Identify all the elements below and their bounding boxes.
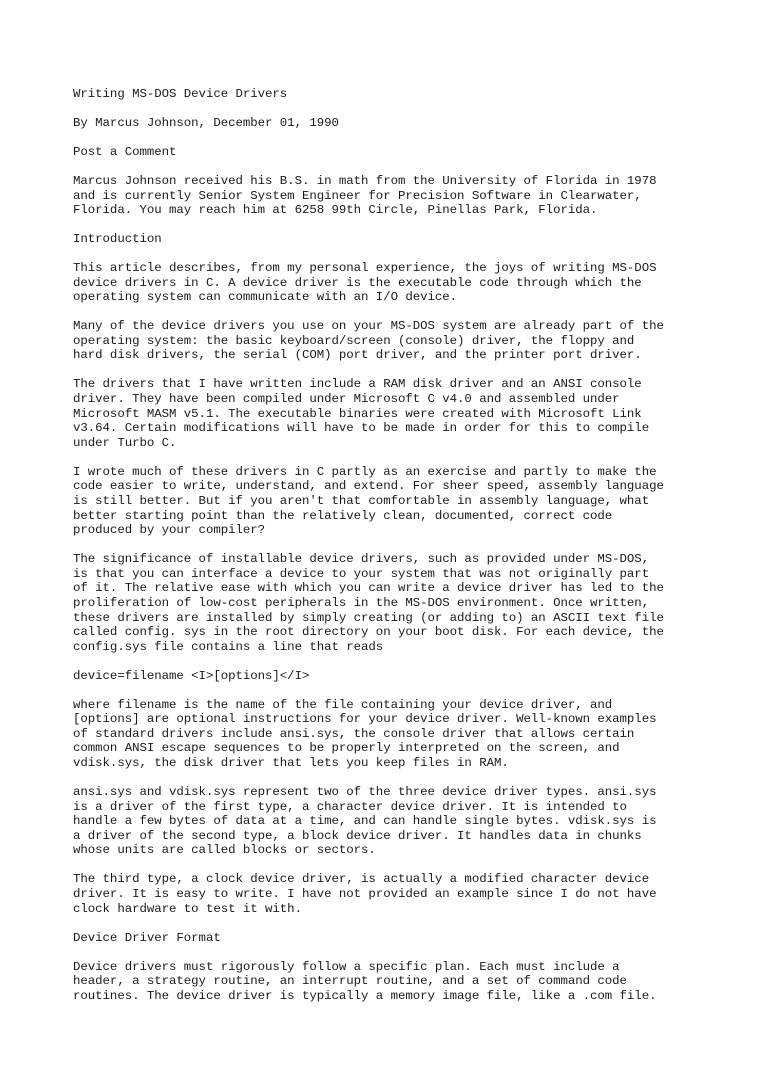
code-example xyxy=(73,669,713,684)
paragraph-line: a driver of the second type, a block device driver. It handles data in chunks xyxy=(73,828,642,843)
paragraph-line: operating system: the basic keyboard/screen (console) driver, the floppy and xyxy=(73,333,635,348)
title-text: Writing MS-DOS Device Drivers xyxy=(73,87,288,101)
paragraph-line: is that you can interface a device to your system that was not originally part xyxy=(73,566,650,581)
paragraph-line: config.sys file contains a line that reads xyxy=(73,639,384,654)
paragraph-line: hard disk drivers, the serial (COM) port driver, and the printer port driver. xyxy=(73,348,642,363)
paragraph-2 xyxy=(73,319,713,363)
code-line: device=filename <I>[options]</I> xyxy=(73,668,310,683)
paragraph-6 xyxy=(73,698,713,771)
heading-text: Introduction xyxy=(73,232,162,247)
author-bio xyxy=(73,174,713,218)
paragraph-line: Device drivers must rigorously follow a specific plan. Each must include a xyxy=(73,959,620,974)
heading-text: Device Driver Format xyxy=(73,930,221,945)
paragraph-line: This article describes, from my personal experience, the joys of writing MS-DOS xyxy=(73,261,657,276)
paragraph-8 xyxy=(73,872,713,916)
paragraph-line: The drivers that I have written include a RAM disk driver and an ANSI console xyxy=(73,377,642,392)
paragraph-4 xyxy=(73,465,713,538)
paragraph-line: common ANSI escape sequences to be properly interpreted on the screen, and xyxy=(73,741,620,756)
heading-device-driver-format xyxy=(73,931,713,946)
paragraph-line: I wrote much of these drivers in C partly as an exercise and partly to make the xyxy=(73,464,657,479)
post-comment-text: Post a Comment xyxy=(73,144,177,159)
bio-line: and is currently Senior System Engineer for Precision Software in Clearwater, xyxy=(73,188,642,203)
paragraph-line: called config. sys in the root directory on your boot disk. For each device, the xyxy=(73,625,664,640)
paragraph-line: device drivers in C. A device driver is the executable code through which the xyxy=(73,275,642,290)
paragraph-line: driver. It is easy to write. I have not provided an example since I do not have xyxy=(73,887,657,902)
paragraph-line: ansi.sys and vdisk.sys represent two of the three device driver types. ansi.sys xyxy=(73,785,657,800)
paragraph-line: these drivers are installed by simply creating (or adding to) an ASCII text file xyxy=(73,610,664,625)
paragraph-line: operating system can communicate with an I/O device. xyxy=(73,290,458,305)
bio-line: Marcus Johnson received his B.S. in math from the University of Florida in 1978 xyxy=(73,173,657,188)
paragraph-line: code easier to write, understand, and extend. For sheer speed, assembly language xyxy=(73,479,664,494)
paragraph-line: handle a few bytes of data at a time, and can handle single bytes. vdisk.sys is xyxy=(73,814,657,829)
paragraph-line: is a driver of the first type, a character device driver. It is intended to xyxy=(73,799,627,814)
paragraph-line: The third type, a clock device driver, is actually a modified character device xyxy=(73,872,650,887)
paragraph-line: driver. They have been compiled under Microsoft C v4.0 and assembled under xyxy=(73,392,620,407)
article-body xyxy=(73,87,713,1018)
article-title xyxy=(73,87,713,102)
paragraph-line: header, a strategy routine, an interrupt routine, and a set of command code xyxy=(73,974,627,989)
paragraph-5 xyxy=(73,552,713,654)
paragraph-line: proliferation of low-cost peripherals in the MS-DOS environment. Once written, xyxy=(73,595,650,610)
paragraph-1 xyxy=(73,261,713,305)
article-byline xyxy=(73,116,713,131)
paragraph-line: routines. The device driver is typically a memory image file, like a .com file. xyxy=(73,988,657,1003)
paragraph-line: v3.64. Certain modifications will have to be made in order for this to compile xyxy=(73,421,650,436)
paragraph-line: [options] are optional instructions for your device driver. Well-known examples xyxy=(73,712,657,727)
paragraph-7 xyxy=(73,785,713,858)
paragraph-line: where filename is the name of the file containing your device driver, and xyxy=(73,697,613,712)
byline-text: By Marcus Johnson, December 01, 1990 xyxy=(73,115,339,130)
paragraph-line: produced by your compiler? xyxy=(73,523,266,538)
paragraph-line: of it. The relative ease with which you can write a device driver has led to the xyxy=(73,581,664,596)
paragraph-line: The significance of installable device drivers, such as provided under MS-DOS, xyxy=(73,552,650,567)
paragraph-line: Microsoft MASM v5.1. The executable binaries were created with Microsoft Link xyxy=(73,406,642,421)
bio-line: Florida. You may reach him at 6258 99th Circle, Pinellas Park, Florida. xyxy=(73,203,598,218)
heading-introduction xyxy=(73,232,713,247)
paragraph-line: whose units are called blocks or sectors. xyxy=(73,843,376,858)
paragraph-9 xyxy=(73,960,713,1004)
paragraph-line: under Turbo C. xyxy=(73,435,177,450)
paragraph-line: vdisk.sys, the disk driver that lets you keep files in RAM. xyxy=(73,756,509,771)
paragraph-line: Many of the device drivers you use on your MS-DOS system are already part of the xyxy=(73,319,664,334)
post-comment xyxy=(73,145,713,160)
paragraph-line: of standard drivers include ansi.sys, the console driver that allows certain xyxy=(73,726,635,741)
paragraph-line: better starting point than the relatively clean, documented, correct code xyxy=(73,508,613,523)
paragraph-3 xyxy=(73,377,713,450)
paragraph-line: is still better. But if you aren't that comfortable in assembly language, what xyxy=(73,494,650,508)
paragraph-line: clock hardware to test it with. xyxy=(73,901,302,916)
